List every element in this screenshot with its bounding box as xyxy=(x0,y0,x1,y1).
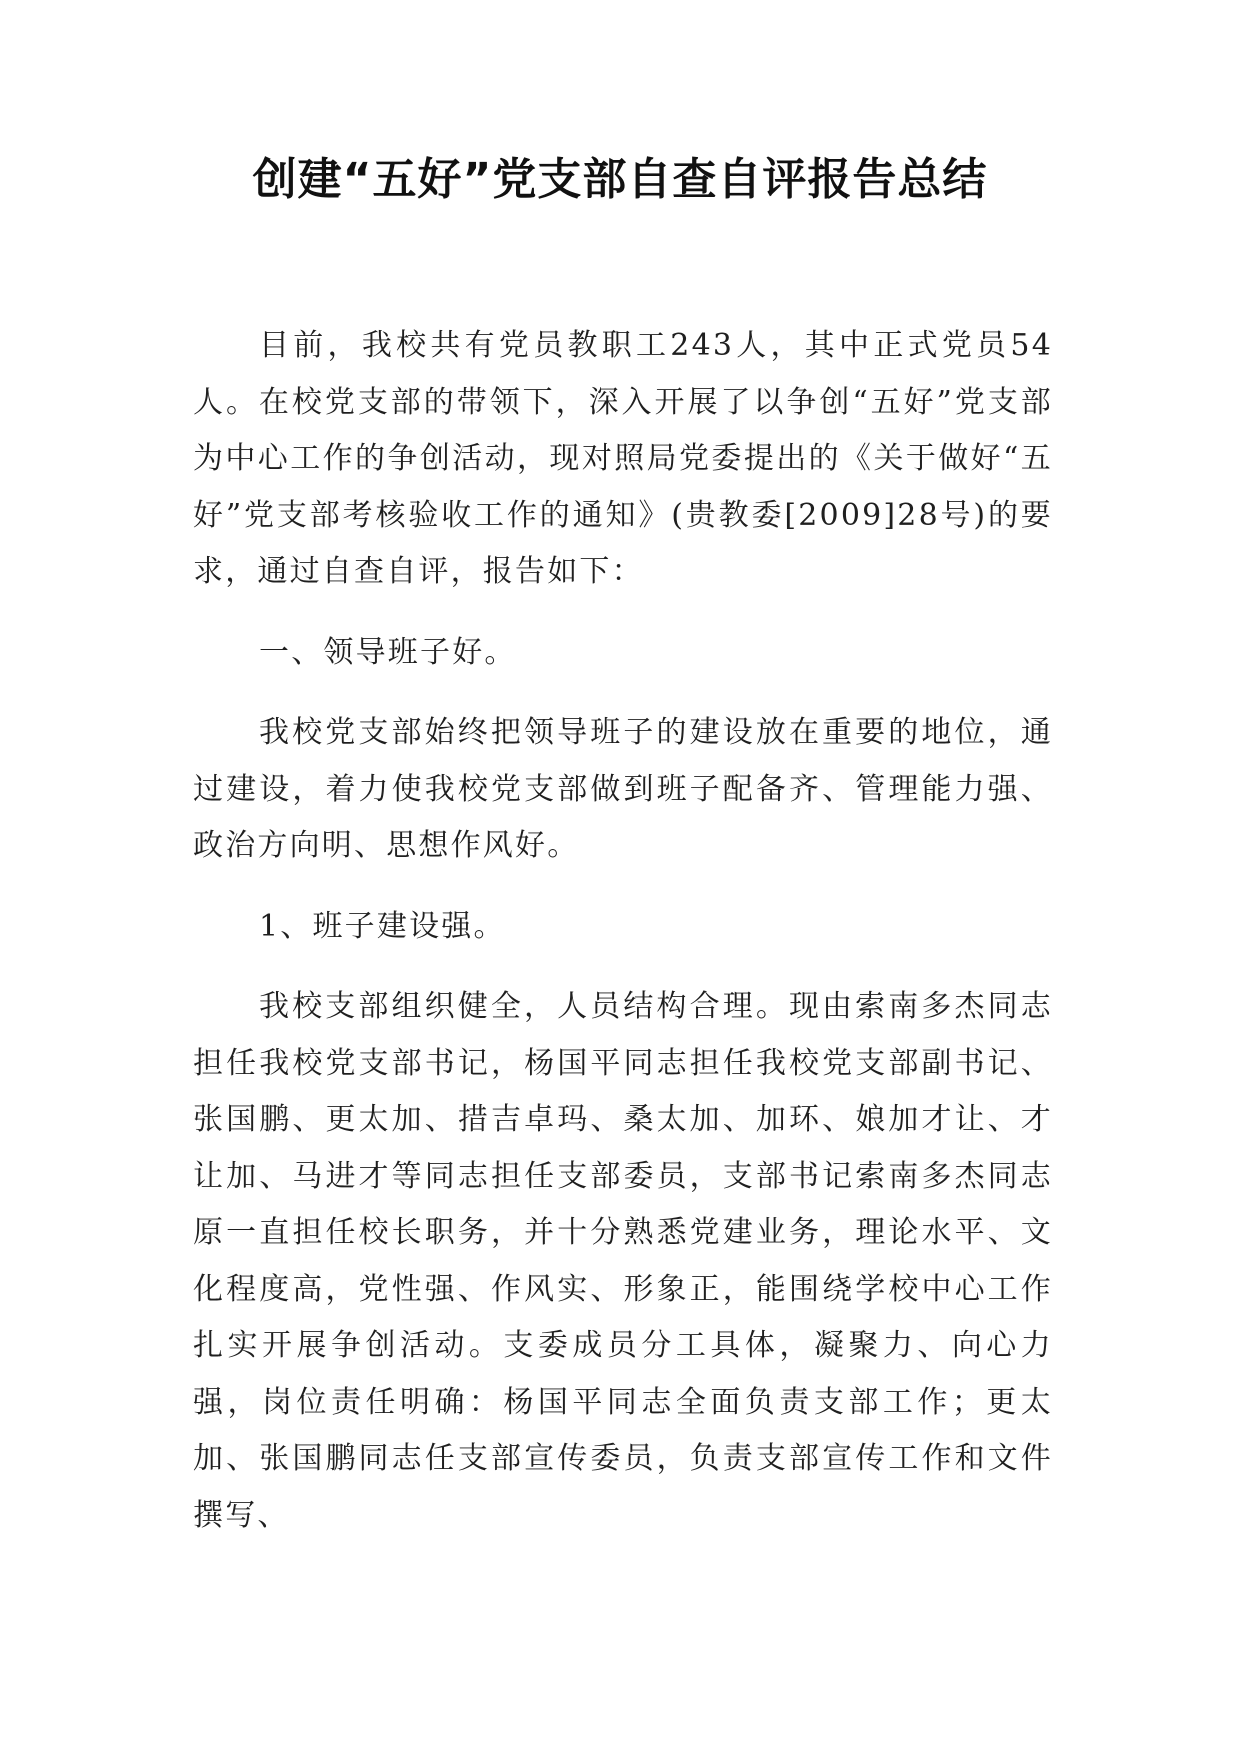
paragraph-leadership: 我校党支部始终把领导班子的建设放在重要的地位，通过建设，着力使我校党支部做到班子配备齐、管理能力强、政治方向明、思想作风好。 xyxy=(193,715,1053,863)
paragraph-intro: 目前，我校共有党员教职工243人，其中正式党员54人。在校党支部的带领下，深入开展了以争创“五好”党支部为中心工作的争创活动，现对照局党委提出的《关于做好“五好”党支部考核验收工作的通知》(贵教委[2009]28号)的要求，通过自查自评，报告如下： xyxy=(193,328,1053,589)
document-title: 创建“五好”党支部自查自评报告总结 xyxy=(252,154,988,205)
subsection-heading-team-building: 1、班子建设强。 xyxy=(259,908,506,944)
section-heading-leadership: 一、领导班子好。 xyxy=(259,634,517,670)
document-body xyxy=(193,318,1053,1544)
paragraph-team-building: 我校支部组织健全，人员结构合理。现由索南多杰同志担任我校党支部书记，杨国平同志担任我校党支部副书记、张国鹏、更太加、措吉卓玛、桑太加、加环、娘加才让、才让加、马进才等同志担任支部委员，支部书记索南多杰同志原一直担任校长职务，并十分熟悉党建业务，理论水平、文化程度高，党性强、作风实、形象正，能围绕学校中心工作扎实开展争创活动。支委成员分工具体，凝聚力、向心力强，岗位责任明确：杨国平同志全面负责支部工作；更太加、张国鹏同志任支部宣传委员，负责支部宣传工作和文件撰写、 xyxy=(193,989,1053,1533)
